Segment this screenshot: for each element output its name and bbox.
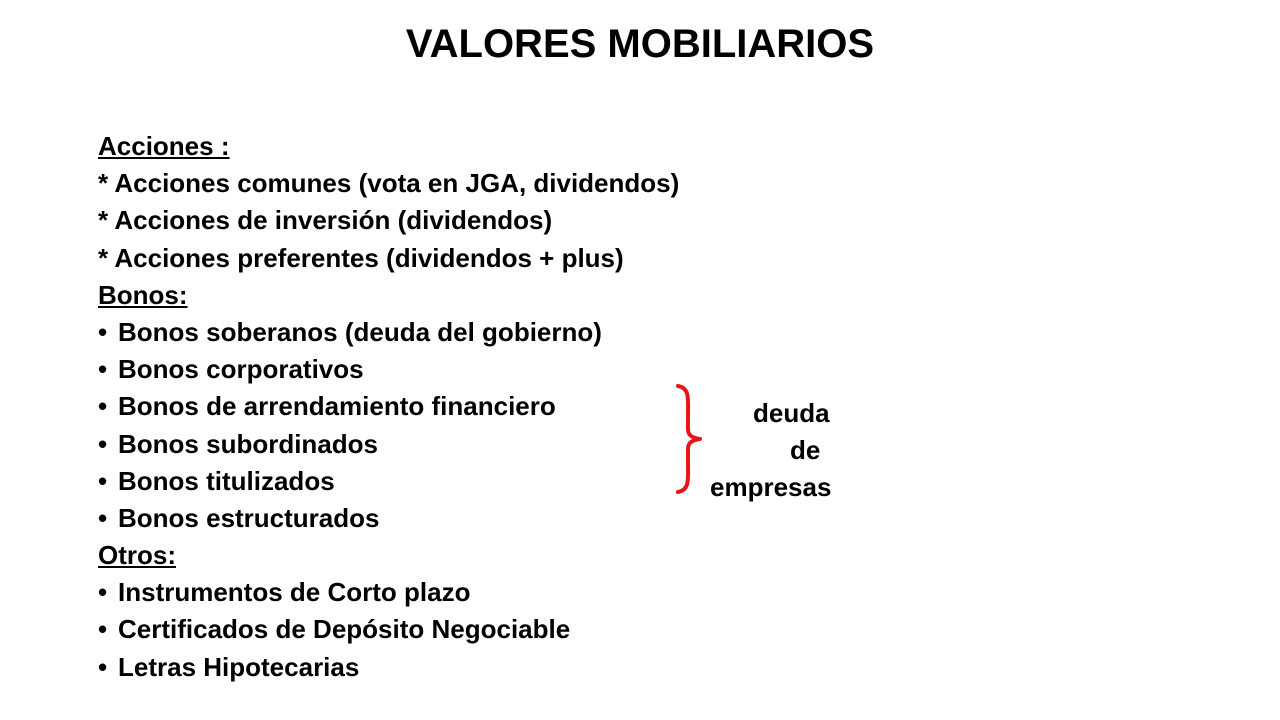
bonos-item-label: Bonos soberanos (deuda del gobierno) (118, 316, 602, 347)
bullet-icon: • (98, 651, 108, 682)
slide-title: VALORES MOBILIARIOS (405, 22, 875, 66)
brace-label-line: empresas (710, 472, 832, 502)
bullet-icon: • (98, 614, 108, 645)
bullet-icon: • (98, 465, 108, 496)
bonos-item-label: Bonos estructurados (118, 502, 380, 533)
bonos-item (98, 314, 998, 351)
otros-item-label: Instrumentos de Corto plazo (118, 577, 471, 608)
otros-item (98, 649, 998, 686)
brace-label-line: deuda (753, 398, 830, 428)
otros-heading: Otros: (98, 540, 176, 571)
bullet-icon: • (98, 577, 108, 608)
bonos-item-label: Bonos corporativos (118, 354, 364, 385)
bonos-heading: Bonos: (98, 279, 188, 310)
acciones-heading: Acciones : (98, 131, 230, 161)
otros-item-label: Letras Hipotecarias (118, 651, 360, 682)
acciones-item: * Acciones de inversión (dividendos) (98, 205, 553, 236)
acciones-item: * Acciones preferentes (dividendos + plus) (98, 242, 624, 273)
bullet-icon: • (98, 428, 108, 459)
otros-item (98, 574, 998, 611)
brace-annotation (670, 383, 890, 502)
right-curly-brace-icon (670, 383, 706, 495)
bonos-item (98, 500, 998, 537)
acciones-item: * Acciones comunes (vota en JGA, dividendos) (98, 168, 680, 199)
brace-label-line: de (790, 435, 821, 465)
bonos-item-label: Bonos titulizados (118, 465, 335, 496)
bullet-icon: • (98, 391, 108, 422)
bullet-icon: • (98, 502, 108, 533)
bonos-item-label: Bonos subordinados (118, 428, 378, 459)
otros-item-label: Certificados de Depósito Negociable (118, 614, 571, 645)
bullet-icon: • (98, 316, 108, 347)
otros-item (98, 611, 998, 648)
bullet-icon: • (98, 354, 108, 385)
bonos-item-label: Bonos de arrendamiento financiero (118, 391, 556, 422)
